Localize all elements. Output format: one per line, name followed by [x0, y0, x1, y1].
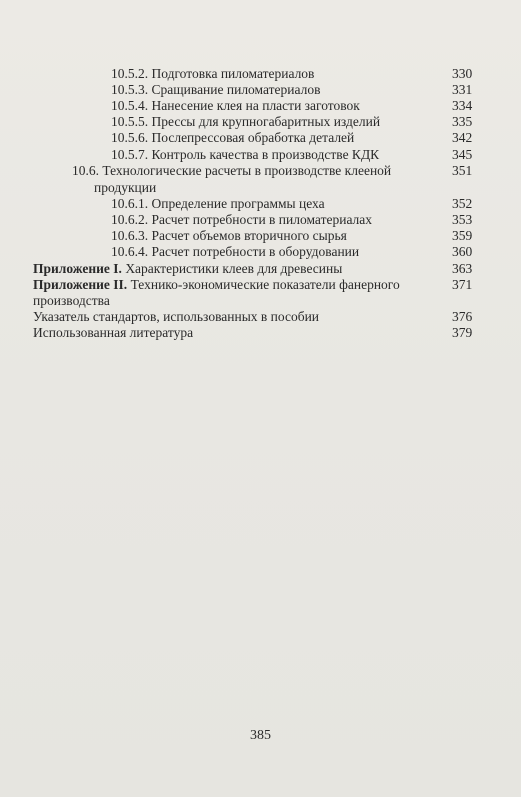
- toc-page-number: 342: [452, 130, 473, 145]
- toc-page-number: 334: [452, 98, 473, 113]
- toc-entry-appendix-1: Приложение I. Характеристики клеев для древесины: [33, 261, 343, 276]
- toc-page-number: 330: [452, 66, 473, 81]
- toc-page-number: 352: [452, 196, 473, 211]
- toc-page-number: 353: [452, 212, 473, 227]
- toc-entry-10-6-3: 10.6.3. Расчет объемов вторичного сырья: [111, 228, 347, 243]
- toc-entry-standards-index: Указатель стандартов, использованных в пособии: [33, 309, 320, 324]
- toc-entry-10-6-1: 10.6.1. Определение программы цеха: [111, 196, 325, 211]
- toc-page-number: 371: [452, 277, 473, 292]
- toc-page-number: 351: [452, 163, 473, 178]
- toc-entry-appendix-2: Приложение II. Технико-экономические показатели фанерного: [33, 277, 400, 292]
- toc-page-number: 345: [452, 147, 473, 162]
- toc-entry-appendix-2-continuation: производства: [33, 293, 110, 308]
- toc-entry-10-6-continuation: продукции: [94, 180, 157, 195]
- toc-page-number: 360: [452, 244, 473, 259]
- toc-page-number: 376: [452, 309, 473, 324]
- toc-entry-references: Использованная литература: [33, 325, 194, 340]
- toc-page-number: 335: [452, 114, 473, 129]
- page-number: 385: [250, 728, 271, 743]
- toc-entry-10-5-3: 10.5.3. Сращивание пиломатериалов: [111, 82, 321, 97]
- appendix-label: Приложение I.: [33, 261, 122, 276]
- toc-page-number: 331: [452, 82, 473, 97]
- toc-entry-10-6-4: 10.6.4. Расчет потребности в оборудовании: [111, 244, 360, 259]
- toc-entry-10-5-6: 10.5.6. Послепрессовая обработка деталей: [111, 130, 355, 145]
- appendix-label: Приложение II.: [33, 277, 128, 292]
- toc-entry-10-6: 10.6. Технологические расчеты в производстве клееной: [72, 163, 392, 178]
- toc-entry-10-6-2: 10.6.2. Расчет потребности в пиломатериалах: [111, 212, 373, 227]
- toc-page-number: 379: [452, 325, 473, 340]
- toc-entry-10-5-4: 10.5.4. Нанесение клея на пласти заготовок: [111, 98, 360, 113]
- toc-page-number: 363: [452, 261, 473, 276]
- toc-entry-10-5-7: 10.5.7. Контроль качества в производстве КДК: [111, 147, 380, 162]
- toc-page-number: 359: [452, 228, 473, 243]
- toc-entry-10-5-5: 10.5.5. Прессы для крупногабаритных изделий: [111, 114, 381, 129]
- toc-entry-10-5-2: 10.5.2. Подготовка пиломатериалов: [111, 66, 315, 81]
